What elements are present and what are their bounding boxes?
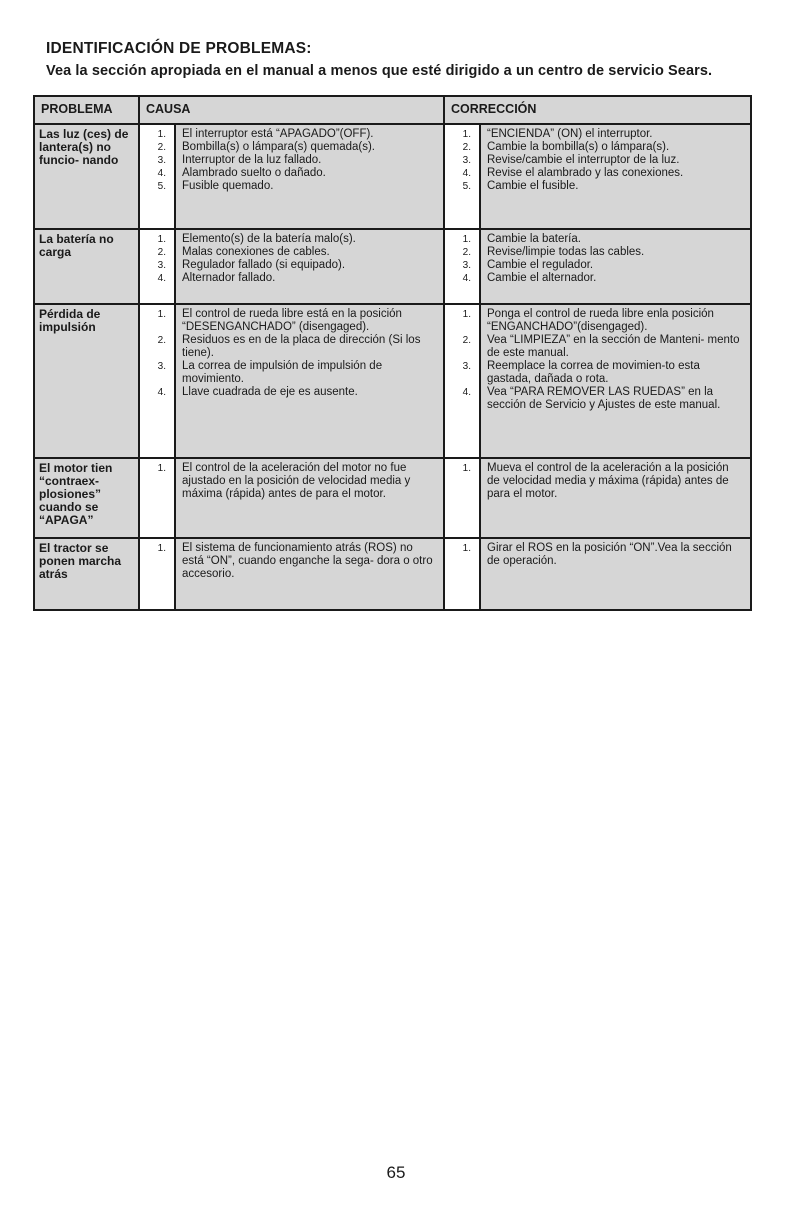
cause-text: Regulador fallado (si equipado). (182, 259, 346, 271)
correction-number: 3. (462, 155, 471, 166)
problem-cell: El tractor se ponen marcha atrás (39, 541, 122, 581)
page-number: 65 (386, 1163, 406, 1182)
correction-number: 5. (462, 181, 471, 192)
correction-text: Ponga el control de rueda libre enla posición “ENGANCHADO”(disengaged). (487, 308, 714, 333)
correction-text: Mueva el control de la aceleración a la posición de velocidad media y máxima (rápida) antes de para el motor. (487, 462, 729, 500)
correction-number-column (443, 125, 479, 228)
correction-text: Cambie la batería. (487, 233, 581, 245)
cause-number: 2. (157, 335, 166, 346)
correction-number: 4. (462, 168, 471, 179)
correction-text: “ENCIENDA” (ON) el interruptor. (487, 128, 653, 140)
cause-number-column (138, 459, 174, 537)
correction-text: Vea “LIMPIEZA” en la sección de Manteni- mento de este manual. (487, 334, 740, 359)
troubleshooting-table (33, 95, 752, 611)
problem-cell: Las luz (ces) de lantera(s) no funcio- nando (39, 127, 129, 167)
cause-text: Residuos es en de la placa de dirección (Si los tiene). (182, 334, 421, 359)
cause-number-column (138, 305, 174, 457)
correction-text-column (479, 459, 750, 537)
cause-number: 4. (157, 168, 166, 179)
correction-number-column (443, 459, 479, 537)
correction-text: Girar el ROS en la posición “ON”.Vea la sección de operación. (487, 542, 732, 567)
correction-text: Cambie el alternador. (487, 272, 597, 284)
cause-number: 3. (157, 361, 166, 372)
correction-text-column (479, 305, 750, 457)
correction-text: Cambie la bombilla(s) o lámpara(s). (487, 141, 670, 153)
correction-number: 3. (462, 361, 471, 372)
cause-text: Malas conexiones de cables. (182, 246, 330, 258)
cause-text: Interruptor de la luz fallado. (182, 154, 322, 166)
correction-text: Revise/cambie el interruptor de la luz. (487, 154, 680, 166)
correction-number-column (443, 230, 479, 303)
problem-cell: Pérdida de impulsión (39, 307, 101, 334)
cause-number-column (138, 125, 174, 228)
cause-number: 1. (157, 234, 166, 245)
cause-text: El control de rueda libre está en la posición “DESENGANCHADO” (disengaged). (182, 308, 402, 333)
page-subtitle: Vea la sección apropiada en el manual a menos que esté dirigido a un centro de servicio Sears. (46, 63, 713, 79)
correction-number: 1. (462, 234, 471, 245)
cause-text: Alambrado suelto o dañado. (182, 167, 326, 179)
correction-text: Cambie el fusible. (487, 180, 579, 192)
cause-number: 1. (157, 463, 166, 474)
correction-text: Revise el alambrado y las conexiones. (487, 167, 684, 179)
problem-cell: La batería no carga (39, 232, 114, 259)
header-causa: CAUSA (138, 97, 443, 123)
table-row (35, 125, 750, 230)
correction-number: 3. (462, 260, 471, 271)
problem-cell: El motor tien “contraex- plosiones” cuando se “APAGA” (39, 461, 113, 527)
table-row (35, 230, 750, 305)
cause-text-column (174, 305, 443, 457)
cause-text: El control de la aceleración del motor no fue ajustado en la posición de velocidad media y máxima (rápida) antes de para el motor. (182, 462, 411, 500)
correction-text-column (479, 539, 750, 609)
correction-number: 2. (462, 247, 471, 258)
correction-number-column (443, 539, 479, 609)
correction-number: 4. (462, 273, 471, 284)
cause-text-column (174, 459, 443, 537)
correction-number: 2. (462, 335, 471, 346)
correction-text: Vea “PARA REMOVER LAS RUEDAS” en la sección de Servicio y Ajustes de este manual. (487, 386, 721, 411)
cause-text: La correa de impulsión de impulsión de movimiento. (182, 360, 383, 385)
header-correccion: CORRECCIÓN (443, 97, 750, 123)
cause-number: 1. (157, 543, 166, 554)
cause-number: 1. (157, 129, 166, 140)
correction-text-column (479, 230, 750, 303)
correction-text: Reemplace la correa de movimien-to esta gastada, dañada o rota. (487, 360, 700, 385)
cause-text: Llave cuadrada de eje es ausente. (182, 386, 358, 398)
correction-number: 1. (462, 463, 471, 474)
table-body (35, 125, 750, 609)
table-row (35, 459, 750, 539)
table-row (35, 305, 750, 459)
cause-number: 2. (157, 142, 166, 153)
cause-text: Elemento(s) de la batería malo(s). (182, 233, 356, 245)
cause-number: 1. (157, 309, 166, 320)
cause-number-column (138, 539, 174, 609)
correction-text: Revise/limpie todas las cables. (487, 246, 645, 258)
cause-text-column (174, 125, 443, 228)
header-problema: PROBLEMA (41, 102, 113, 116)
correction-number: 1. (462, 129, 471, 140)
cause-number: 5. (157, 181, 166, 192)
cause-number: 3. (157, 260, 166, 271)
correction-text: Cambie el regulador. (487, 259, 594, 271)
table-row (35, 539, 750, 609)
correction-number: 1. (462, 543, 471, 554)
cause-text: Fusible quemado. (182, 180, 274, 192)
correction-number-column (443, 305, 479, 457)
cause-text-column (174, 230, 443, 303)
table-header (35, 97, 750, 125)
correction-number: 4. (462, 387, 471, 398)
cause-text: El interruptor está “APAGADO”(OFF). (182, 128, 374, 140)
cause-number: 3. (157, 155, 166, 166)
correction-number: 2. (462, 142, 471, 153)
cause-text: El sistema de funcionamiento atrás (ROS) no está “ON”, cuando enganche la sega- dora o otro accesorio. (182, 542, 433, 580)
page-title: IDENTIFICACIÓN DE PROBLEMAS: (46, 40, 312, 57)
cause-number: 4. (157, 387, 166, 398)
correction-text-column (479, 125, 750, 228)
correction-number: 1. (462, 309, 471, 320)
cause-number-column (138, 230, 174, 303)
cause-number: 4. (157, 273, 166, 284)
cause-text-column (174, 539, 443, 609)
cause-text: Bombilla(s) o lámpara(s) quemada(s). (182, 141, 376, 153)
cause-text: Alternador fallado. (182, 272, 276, 284)
cause-number: 2. (157, 247, 166, 258)
